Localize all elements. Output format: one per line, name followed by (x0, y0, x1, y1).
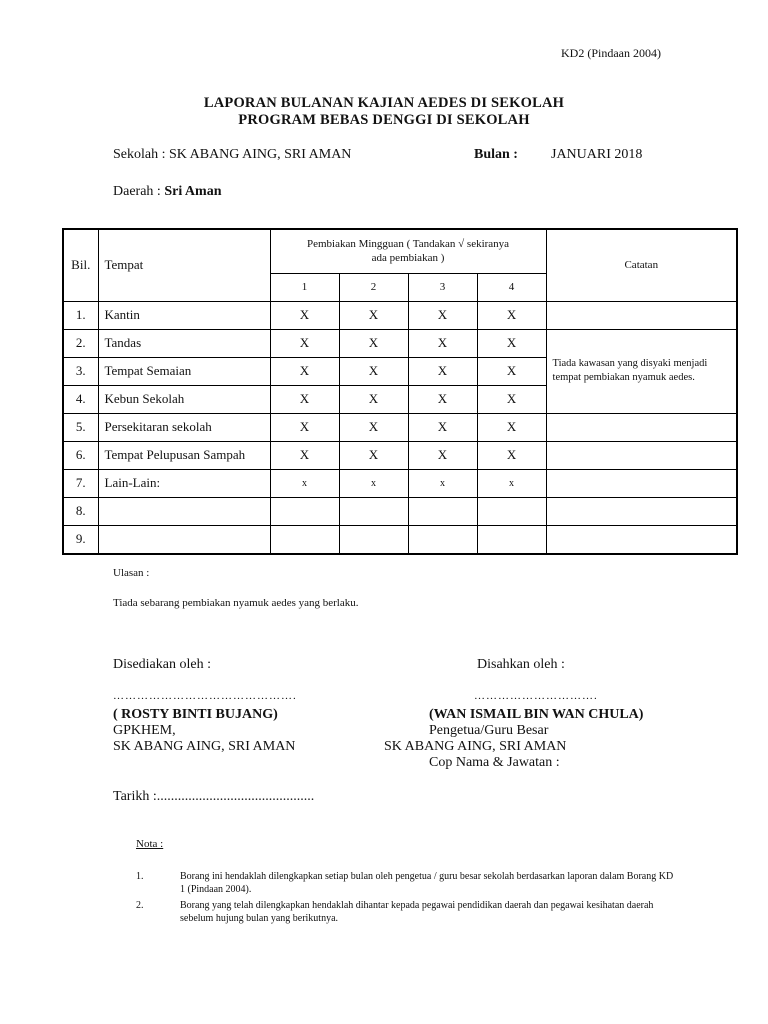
week-1-mark (270, 525, 339, 554)
notes-cell (546, 441, 737, 469)
month-label: Bulan : (474, 147, 518, 162)
header-week-3: 3 (408, 273, 477, 301)
table-row (63, 469, 737, 497)
week-3-mark: X (408, 385, 477, 413)
week-1-mark: x (270, 469, 339, 497)
approved-school: SK ABANG AING, SRI AMAN (384, 739, 567, 754)
district-label: Daerah : (113, 184, 161, 199)
week-2-mark: X (339, 441, 408, 469)
school-label: Sekolah : (113, 147, 166, 162)
remarks-label: Ulasan : (113, 567, 150, 579)
week-4-mark: X (477, 301, 546, 329)
week-2-mark: X (339, 357, 408, 385)
header-week-4: 4 (477, 273, 546, 301)
approved-signature-line: …………………………. (474, 690, 598, 702)
week-2-mark: X (339, 385, 408, 413)
row-number: 9. (63, 525, 98, 554)
week-4-mark: X (477, 413, 546, 441)
week-3-mark: x (408, 469, 477, 497)
form-title: LAPORAN BULANAN KAJIAN AEDES DI SEKOLAH (203, 95, 565, 111)
week-4-mark (477, 525, 546, 554)
notes-cell (546, 469, 737, 497)
header-week-2: 2 (339, 273, 408, 301)
notes-cell (546, 525, 737, 554)
row-place (98, 525, 270, 554)
approved-name: (WAN ISMAIL BIN WAN CHULA) (429, 707, 644, 722)
week-4-mark: X (477, 357, 546, 385)
school-value: SK ABANG AING, SRI AMAN (169, 147, 352, 162)
list-item (136, 899, 676, 925)
week-4-mark: X (477, 385, 546, 413)
notes-cell (546, 301, 737, 329)
week-2-mark: X (339, 329, 408, 357)
district-value: Sri Aman (164, 184, 222, 199)
notes-cell (546, 497, 737, 525)
week-4-mark: x (477, 469, 546, 497)
row-number: 8. (63, 497, 98, 525)
row-place: Persekitaran sekolah (98, 413, 270, 441)
row-place: Kebun Sekolah (98, 385, 270, 413)
approved-position: Pengetua/Guru Besar (429, 723, 549, 738)
row-place: Tempat Semaian (98, 357, 270, 385)
header-weekly-breeding: Pembiakan Mingguan ( Tandakan √ sekiranya ada pembiakan ) (270, 229, 546, 273)
note-number: 1. (136, 871, 144, 882)
week-2-mark: X (339, 413, 408, 441)
row-number: 3. (63, 357, 98, 385)
week-3-mark (408, 525, 477, 554)
header-week-1: 1 (270, 273, 339, 301)
week-3-mark: X (408, 329, 477, 357)
month-value: JANUARI 2018 (551, 147, 643, 162)
note-number: 2. (136, 900, 144, 911)
row-number: 4. (63, 385, 98, 413)
row-place: Tempat Pelupusan Sampah (98, 441, 270, 469)
stamp-label: Cop Nama & Jawatan : (429, 755, 560, 770)
row-place (98, 497, 270, 525)
form-subtitle: PROGRAM BEBAS DENGGI DI SEKOLAH (238, 112, 530, 128)
week-4-mark: X (477, 441, 546, 469)
row-number: 6. (63, 441, 98, 469)
week-1-mark: X (270, 413, 339, 441)
notes-cell (546, 413, 737, 441)
week-4-mark: X (477, 329, 546, 357)
note-text: Borang ini hendaklah dilengkapkan setiap bulan oleh pengetua / guru besar sekolah berdasarkan laporan dalam Borang KD 1 (Pindaan 2004). (180, 871, 674, 895)
week-1-mark: X (270, 301, 339, 329)
week-2-mark: x (339, 469, 408, 497)
prepared-name: ( ROSTY BINTI BUJANG) (113, 707, 278, 722)
prepared-by-label: Disediakan oleh : (113, 657, 211, 672)
week-3-mark: X (408, 357, 477, 385)
week-2-mark (339, 497, 408, 525)
week-4-mark (477, 497, 546, 525)
row-number: 2. (63, 329, 98, 357)
week-3-mark: X (408, 441, 477, 469)
table-row (63, 413, 737, 441)
header-place: Tempat (98, 229, 270, 301)
row-place: Kantin (98, 301, 270, 329)
prepared-signature-line: ………………………………………. (113, 690, 297, 702)
week-2-mark: X (339, 301, 408, 329)
row-place: Tandas (98, 329, 270, 357)
school-field (113, 147, 351, 163)
row-number: 5. (63, 413, 98, 441)
week-3-mark (408, 497, 477, 525)
table-row (63, 329, 737, 357)
table-row (63, 525, 737, 554)
header-notes: Catatan (546, 229, 737, 301)
notes-cell-merged: Tiada kawasan yang disyaki menjadi tempat pembiakan nyamuk aedes. (546, 329, 737, 413)
form-reference: KD2 (Pindaan 2004) (561, 46, 661, 60)
table-row (63, 497, 737, 525)
table-row (63, 301, 737, 329)
week-3-mark: X (408, 301, 477, 329)
week-2-mark (339, 525, 408, 554)
week-1-mark: X (270, 357, 339, 385)
table-row (63, 441, 737, 469)
week-3-mark: X (408, 413, 477, 441)
approved-by-label: Disahkan oleh : (477, 657, 565, 672)
row-number: 1. (63, 301, 98, 329)
row-number: 7. (63, 469, 98, 497)
week-1-mark: X (270, 441, 339, 469)
district-field (113, 184, 222, 200)
remarks-text: Tiada sebarang pembiakan nyamuk aedes yang berlaku. (113, 597, 359, 609)
week-1-mark: X (270, 385, 339, 413)
week-1-mark: X (270, 329, 339, 357)
header-bil: Bil. (63, 229, 98, 301)
prepared-school: SK ABANG AING, SRI AMAN (113, 739, 296, 754)
week-1-mark (270, 497, 339, 525)
notes-list (136, 870, 676, 928)
nota-heading: Nota : (136, 838, 164, 850)
row-place: Lain-Lain: (98, 469, 270, 497)
date-field: Tarikh :............................................. (113, 789, 315, 804)
list-item (136, 870, 676, 896)
prepared-position: GPKHEM, (113, 723, 176, 738)
aedes-survey-table (62, 228, 738, 555)
note-text: Borang yang telah dilengkapkan hendaklah dihantar kepada pegawai pendidikan daerah dan pegawai kesihatan daerah sebelum hujung bulan yang berikutnya. (180, 900, 654, 924)
